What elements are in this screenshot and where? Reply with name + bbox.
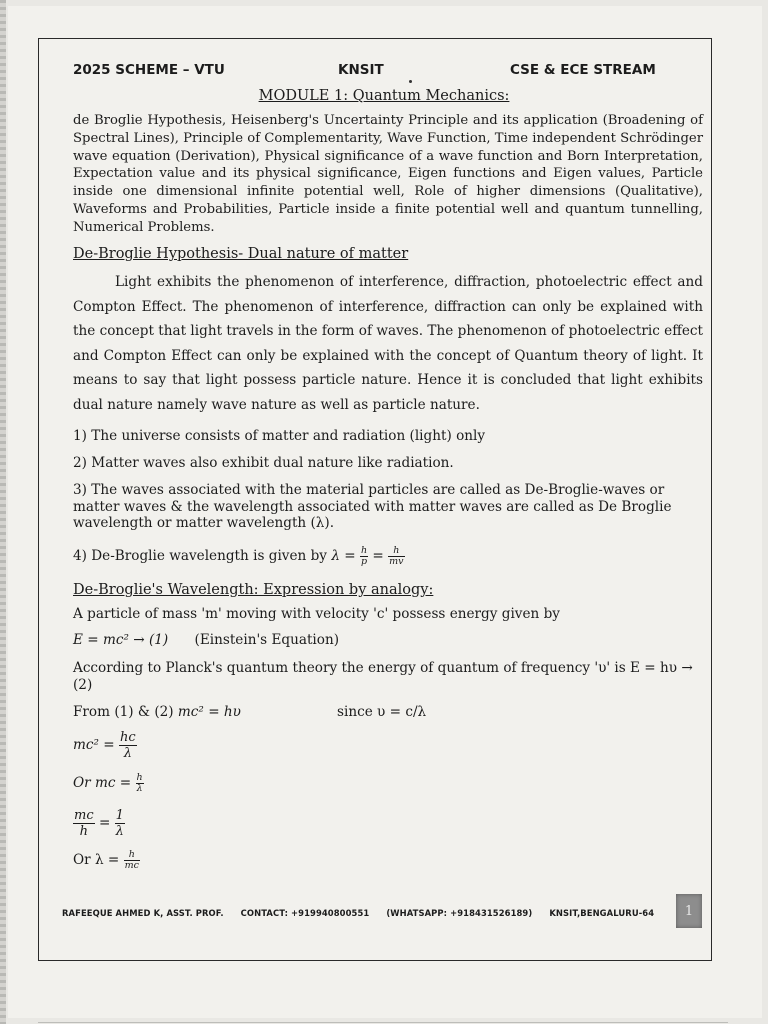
step-3-equals: = <box>98 815 111 831</box>
step-2 <box>73 773 144 794</box>
header-scheme: 2025 SCHEME – VTU <box>73 62 225 78</box>
step-2-fraction <box>136 773 144 794</box>
point-1: 1) The universe consists of matter and radiation (light) only <box>73 428 486 444</box>
section-heading-de-broglie: De-Broglie Hypothesis- Dual nature of matter <box>73 246 409 262</box>
step-2-lhs: Or mc = <box>73 775 132 791</box>
step-3-fraction-left <box>73 808 95 839</box>
point-4-equals: = <box>372 548 384 564</box>
step-1-lhs: mc² = <box>73 737 115 753</box>
point-4-lambda: λ = <box>331 548 356 564</box>
fraction-denominator: mv <box>389 556 404 567</box>
footer <box>62 908 668 918</box>
fraction-denominator: mc <box>124 860 139 871</box>
footer-author: RAFEEQUE AHMED K, ASST. PROF. <box>62 908 224 918</box>
step-4-lhs: Or λ = <box>73 852 120 868</box>
point-4 <box>73 546 405 567</box>
point-4-text: 4) De-Broglie wavelength is given by <box>73 548 327 564</box>
scan-speck <box>409 80 412 83</box>
from-line <box>73 704 241 720</box>
step-1 <box>73 730 137 761</box>
step-4-fraction <box>124 850 140 871</box>
fraction-numerator: hc <box>120 730 136 745</box>
since-relation: since υ = c/λ <box>337 704 427 720</box>
scan-edge <box>0 0 6 1024</box>
particle-intro: A particle of mass 'm' moving with velocity 'c' possess energy given by <box>73 606 560 622</box>
step-3-fraction-right <box>115 808 125 839</box>
fraction-numerator: h <box>136 772 143 783</box>
fraction-numerator: h <box>388 546 404 557</box>
module-title: MODULE 1: Quantum Mechanics: <box>258 88 510 104</box>
planck-statement: According to Planck's quantum theory the energy of quantum of frequency 'υ' is E = hυ → (2) <box>73 660 693 693</box>
fraction-denominator: p <box>360 556 368 567</box>
step-4 <box>73 850 140 871</box>
fraction-denominator: λ <box>123 746 132 761</box>
fraction-numerator: mc <box>74 808 94 823</box>
bottom-rule <box>38 1022 728 1023</box>
point-4-fraction-1 <box>360 546 368 567</box>
point-4-fraction-2 <box>388 546 404 567</box>
from-label: From (1) & (2) <box>73 704 174 720</box>
page-number: 1 <box>676 894 702 928</box>
footer-whatsapp: (WHATSAPP: +918431526189) <box>386 908 533 918</box>
step-1-fraction <box>119 730 137 761</box>
from-equation: mc² = hυ <box>177 704 241 720</box>
fraction-denominator: λ <box>115 824 124 839</box>
footer-place: KNSIT,BENGALURU-64 <box>549 908 655 918</box>
point-2: 2) Matter waves also exhibit dual nature like radiation. <box>73 455 454 471</box>
einstein-equation <box>73 632 339 648</box>
intro-paragraph: Light exhibits the phenomenon of interference, diffraction, photoelectric effect and Compton Effect. The phenomenon of interference, diffraction can only be explained with the concept that light travels in the form of waves. The phenomenon of photoelectric effect and Compton Effect can only be explained with the concept of Quantum theory of light. It means to say that light possess particle nature. Hence it is concluded that light exhibits dual nature namely wave nature as well as particle nature. <box>73 274 703 413</box>
fraction-denominator: λ <box>136 783 143 794</box>
point-3: 3) The waves associated with the material particles are called as De-Broglie-waves or matter waves & the wavelength associated with matter waves are called as De Broglie wavelength or matter wavelength (λ). <box>73 482 672 531</box>
equation-1-note: (Einstein's Equation) <box>194 632 340 648</box>
footer-contact: CONTACT: +919940800551 <box>240 908 370 918</box>
fraction-numerator: 1 <box>115 808 124 823</box>
section-heading-wavelength: De-Broglie's Wavelength: Expression by analogy: <box>73 582 434 598</box>
fraction-denominator: h <box>79 824 88 839</box>
header-stream: CSE & ECE STREAM <box>510 62 656 78</box>
header-college: KNSIT <box>338 62 384 78</box>
equation-1: E = mc² → (1) <box>73 632 169 648</box>
fraction-numerator: h <box>360 545 368 556</box>
fraction-numerator: h <box>124 850 140 861</box>
syllabus-topics: de Broglie Hypothesis, Heisenberg's Uncertainty Principle and its application (Broadening of Spectral Lines), Principle of Complementarity, Wave Function, Time independent Schrödinger wave equation (Derivation), Physical significance of a wave function and Born Interpretation, Expectation value and its physical significance, Eigen functions and Eigen values, Particle inside one dimensional infinite potential well, Role of higher dimensions (Qualitative), Waveforms and Probabilities, Particle inside a finite potential well and quantum tunnelling, Numerical Problems. <box>73 113 704 235</box>
step-3 <box>73 808 125 839</box>
